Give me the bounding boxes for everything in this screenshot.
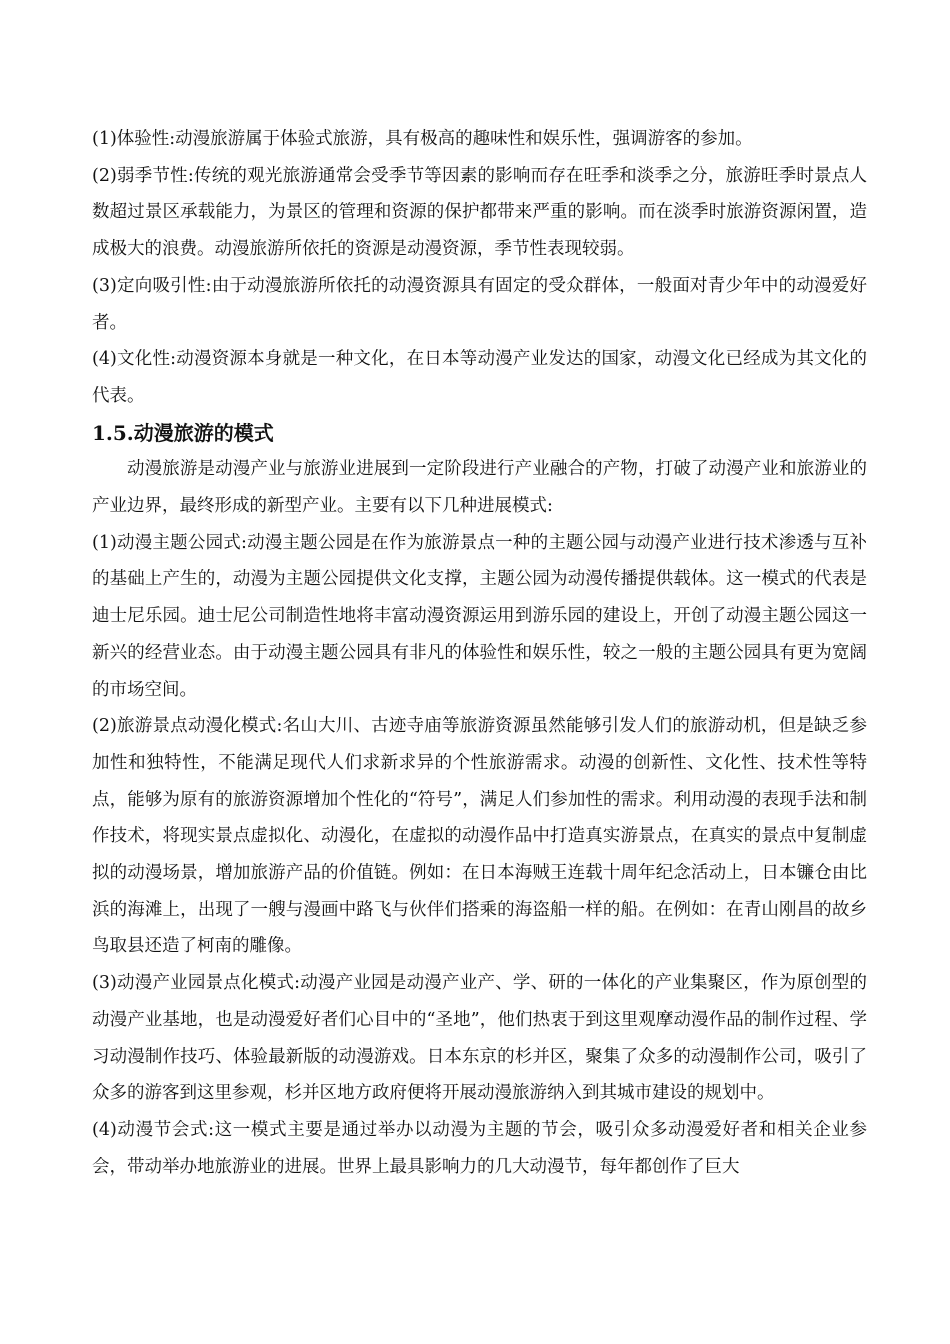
paragraph-section-intro: 动漫旅游是动漫产业与旅游业进展到一定阶段进行产业融合的产物，打破了动漫产业和旅游业的产业边界，最终形成的新型产业。主要有以下几种进展模式: (92, 459, 867, 517)
paragraph-scenic-spot-mode: (2)旅游景点动漫化模式:名山大川、古迹寺庙等旅游资源虽然能够引发人们的旅游动机，但是缺乏参加性和独特性，不能满足现代人们求新求异的个性旅游需求。动漫的创新性、文化性、技术性等特点，能够为原有的旅游资源增加个性化的“符号”，满足人们参加性的需求。利用动漫的表现手法和制作技术，将现实景点虚拟化、动漫化，在虚拟的动漫作品中打造真实游景点，在真实的景点中复制虚拟的动漫场景，增加旅游产品的价值链。例如：在日本海贼王连载十周年纪念活动上，日本镰仓由比浜的海滩上，出现了一艘与漫画中路飞与伙伴们搭乘的海盗船一样的船。在例如：在青山刚昌的故乡鸟取县还造了柯南的雕像。 (92, 716, 867, 957)
paragraph-weak-seasonality: (2)弱季节性:传统的观光旅游通常会受季节等因素的影响而存在旺季和淡季之分，旅游旺季时景点人数超过景区承载能力，为景区的管理和资源的保护都带来严重的影响。而在淡季时旅游资源闲置，造成极大的浪费。动漫旅游所依托的资源是动漫资源，季节性表现较弱。 (92, 165, 867, 260)
paragraph-targeted-attraction: (3)定向吸引性:由于动漫旅游所依托的动漫资源具有固定的受众群体，一般面对青少年中的动漫爱好者。 (92, 275, 867, 333)
paragraph-experience: (1)体验性:动漫旅游属于体验式旅游，具有极高的趣味性和娱乐性，强调游客的参加。 (92, 129, 753, 149)
section-heading: 1.5.动漫旅游的模式 (92, 420, 274, 445)
document-body (92, 121, 867, 1185)
paragraph-theme-park-mode: (1)动漫主题公园式:动漫主题公园是在作为旅游景点一种的主题公园与动漫产业进行技术渗透与互补的基础上产生的，动漫为主题公园提供文化支撑，主题公园为动漫传播提供载体。这一模式的代表是迪士尼乐园。迪士尼公司制造性地将丰富动漫资源运用到游乐园的建设上，开创了动漫主题公园这一新兴的经营业态。由于动漫主题公园具有非凡的体验性和娱乐性，较之一般的主题公园具有更为宽阔的市场空间。 (92, 532, 867, 700)
paragraph-industrial-park-mode: (3)动漫产业园景点化模式:动漫产业园是动漫产业产、学、研的一体化的产业集聚区，作为原创型的动漫产业基地，也是动漫爱好者们心目中的“圣地”，他们热衷于到这里观摩动漫作品的制作过程、学习动漫制作技巧、体验最新版的动漫游戏。日本东京的杉并区，聚集了众多的动漫制作公司，吸引了众多的游客到这里参观，杉并区地方政府便将开展动漫旅游纳入到其城市建设的规划中。 (92, 973, 867, 1104)
paragraph-festival-mode: (4)动漫节会式:这一模式主要是通过举办以动漫为主题的节会，吸引众多动漫爱好者和相关企业参会，带动举办地旅游业的进展。世界上最具影响力的几大动漫节，每年都创作了巨大 (92, 1119, 867, 1177)
paragraph-culture: (4)文化性:动漫资源本身就是一种文化，在日本等动漫产业发达的国家，动漫文化已经成为其文化的代表。 (92, 349, 867, 406)
